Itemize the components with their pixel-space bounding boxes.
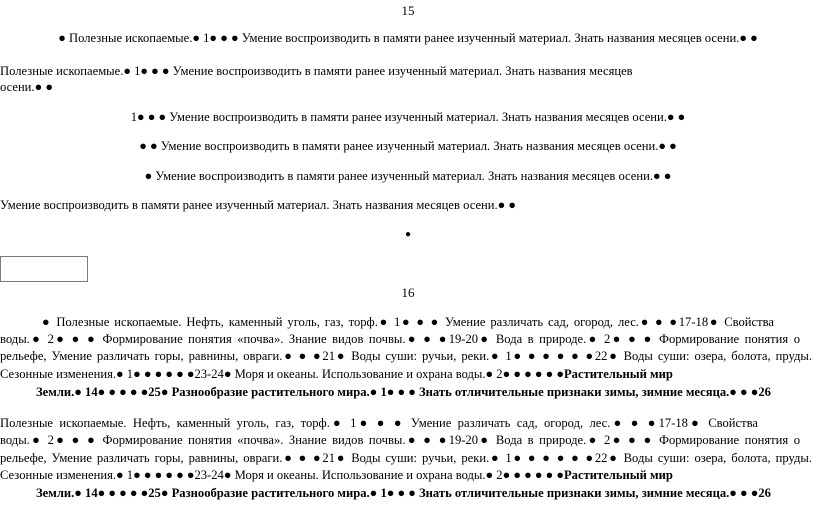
text-line: Полезные ископаемые. Нефть, каменный уголь, газ, торф.● 1● ● ● Умение различать сад, огород, лес.● ● ●17-18● Свойства [0,416,758,430]
text-segment: Сезонные изменения.● 1● ● ● ● ● ●23-24● Моря и океаны. Использование и охрана воды.● 2● ● ● ● ● ● [0,468,564,482]
text-line [36,485,771,501]
text-line [0,467,673,483]
text-line: осени.● ● [0,80,53,94]
section-heading: Растительный мир [563,468,673,482]
text-line: воды.● 2● ● ● Формирование понятия «почва». Знание видов почвы.● ● ●19-20● Вода в природе.● 2● ● ● Формирование понятия о [0,332,800,346]
text-line: рельефе, Умение различать горы, равнины, овраги.● ● ●21● Воды суши: ручьи, реки.● 1● ● ● ● ● ●22● Воды суши: озера, болота, пруды. [0,349,812,363]
page-number: 15 [401,3,415,18]
text-line: Полезные ископаемые.● 1● ● ● Умение воспроизводить в памяти ранее изученный материал. Знать названия месяцев [0,64,633,78]
text-line: ● ● Умение воспроизводить в памяти ранее изученный материал. Знать названия месяцев осени.● ● [139,139,677,153]
text-line [36,384,771,400]
text-line: 1● ● ● Умение воспроизводить в памяти ранее изученный материал. Знать названия месяцев осени.● ● [130,110,686,124]
text-segment: Сезонные изменения.● 1● ● ● ● ● ●23-24● Моря и океаны. Использование и охрана воды.● 2● ● ● ● ● ● [0,367,564,381]
section-heading-cont: Земли.● 14● ● ● ● ●25● Разнообразие растительного мира.● 1● ● ● Знать отличительные признаки зимы, зимние месяца.● ● ●26 [36,385,771,399]
empty-frame [0,256,88,282]
text-line: Умение воспроизводить в памяти ранее изученный материал. Знать названия месяцев осени.● ● [0,198,517,212]
page-number: 16 [401,285,415,300]
text-line: ● Полезные ископаемые.● 1● ● ● Умение воспроизводить в памяти ранее изученный материал. Знать названия месяцев осени.● ● [58,31,758,45]
text-line: ● Умение воспроизводить в памяти ранее изученный материал. Знать названия месяцев осени.● ● [144,169,672,183]
text-line: рельефе, Умение различать горы, равнины, овраги.● ● ●21● Воды суши: ручьи, реки.● 1● ● ● ● ● ●22● Воды суши: озера, болота, пруды. [0,451,812,465]
text-line [0,366,673,382]
section-heading: Растительный мир [563,367,673,381]
bullet-mark: ● [404,229,412,240]
text-line: ● Полезные ископаемые. Нефть, каменный уголь, газ, торф.● 1● ● ● Умение различать сад, огород, лес.● ● ●17-18● Свойства [42,315,774,329]
text-line: воды.● 2● ● ● Формирование понятия «почва». Знание видов почвы.● ● ●19-20● Вода в природе.● 2● ● ● Формирование понятия о [0,433,800,447]
section-heading-cont: Земли.● 14● ● ● ● ●25● Разнообразие растительного мира.● 1● ● ● Знать отличительные признаки зимы, зимние месяца.● ● ●26 [36,486,771,500]
